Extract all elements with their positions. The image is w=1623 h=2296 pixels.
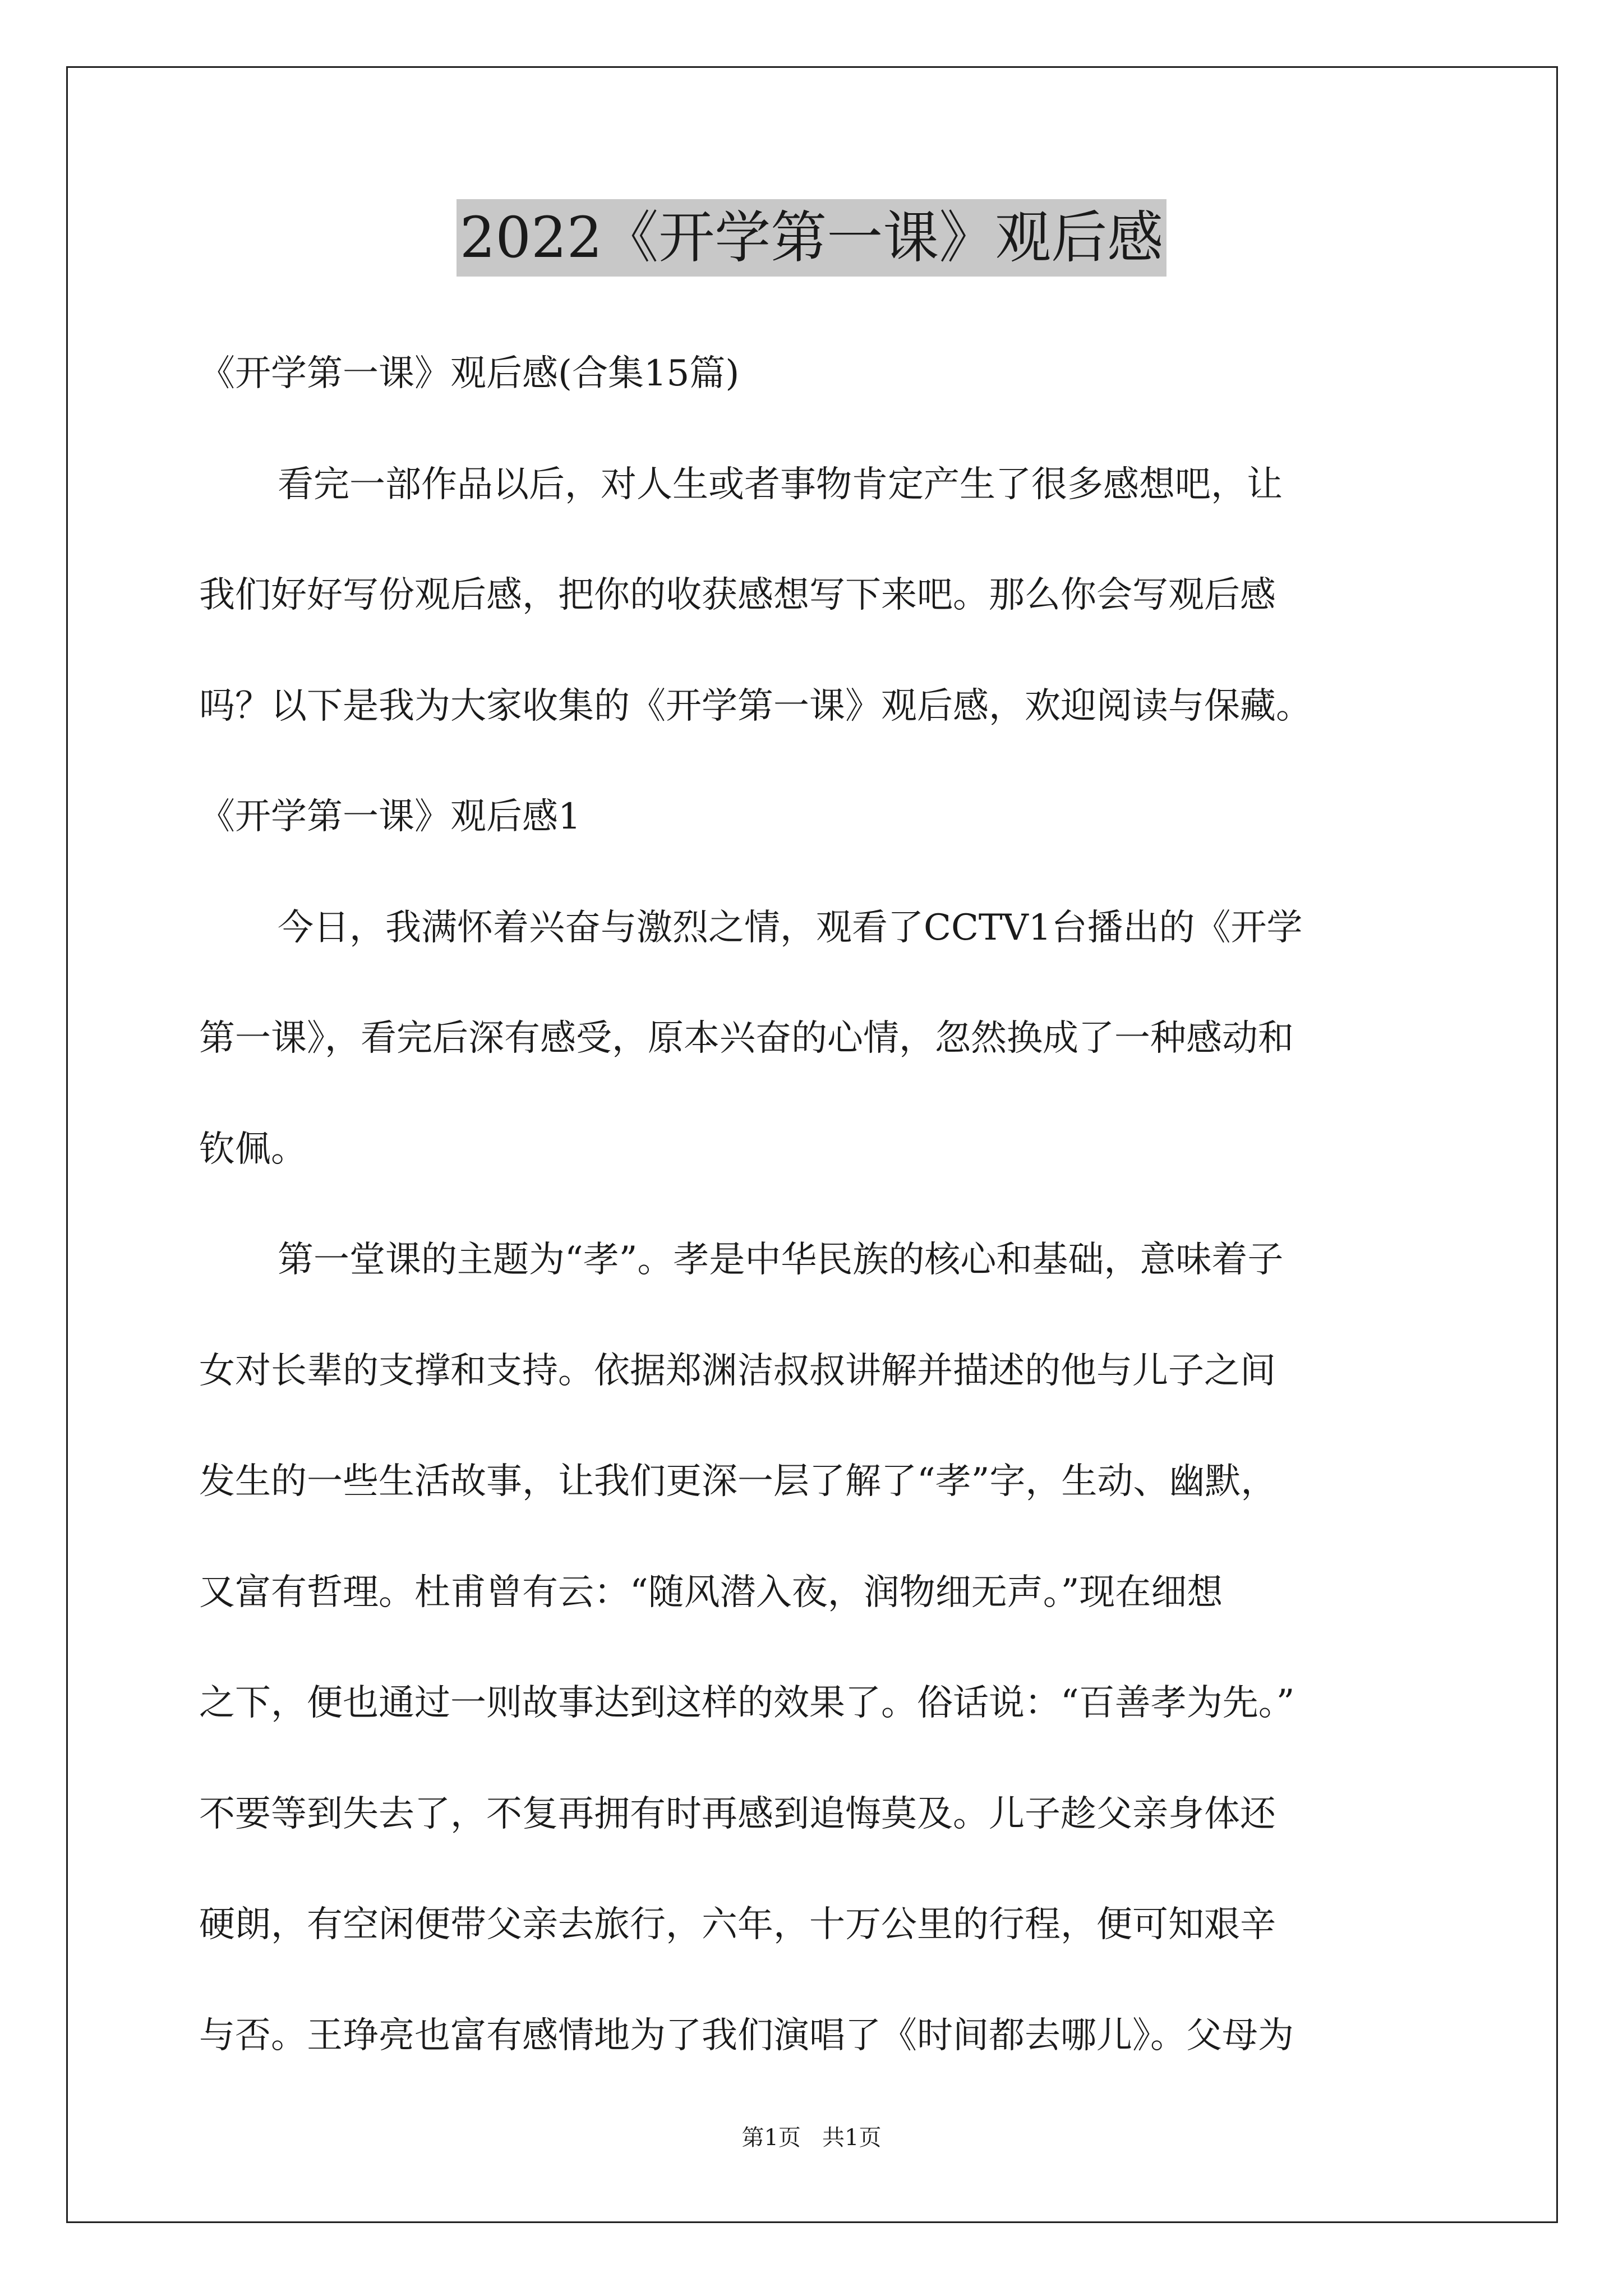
paragraph-line: 不要等到失去了，不复再拥有时再感到追悔莫及。儿子趁父亲身体还 (199, 1793, 1276, 1835)
section-heading: 《开学第一课》观后感1 (199, 796, 581, 838)
paragraph-line: 与否。王琤亮也富有感情地为了我们演唱了《时间都去哪儿》。父母为 (199, 2015, 1294, 2056)
paragraph-line: 发生的一些生活故事，让我们更深一层了解了“孝”字，生动、幽默， (199, 1461, 1277, 1502)
paragraph-line: 钦佩。 (199, 1129, 307, 1170)
paragraph-line: 之下，便也通过一则故事达到这样的效果了。俗话说：“百善孝为先。” (199, 1682, 1295, 1724)
subtitle-line: 《开学第一课》观后感(合集15篇) (199, 353, 740, 394)
paragraph-line: 女对长辈的支撑和支持。依据郑渊洁叔叔讲解并描述的他与儿子之间 (199, 1350, 1276, 1392)
paragraph-line: 硬朗，有空闲便带父亲去旅行，六年，十万公里的行程，便可知艰辛 (199, 1904, 1276, 1945)
title-container (0, 199, 1623, 277)
paragraph-line: 吗？以下是我为大家收集的《开学第一课》观后感，欢迎阅读与保藏。 (199, 685, 1312, 727)
paragraph-line: 又富有哲理。杜甫曾有云：“随风潜入夜，润物细无声。”现在细想 (199, 1572, 1223, 1613)
paragraph-line: 我们好好写份观后感，把你的收获感想写下来吧。那么你会写观后感 (199, 574, 1276, 616)
paragraph-line: 看完一部作品以后，对人生或者事物肯定产生了很多感想吧，让 (278, 464, 1283, 505)
document-title: 2022《开学第一课》观后感 (457, 199, 1167, 277)
page-footer: 第1页 共1页 (741, 2125, 882, 2151)
paragraph-line: 今日，我满怀着兴奋与激烈之情，观看了CCTV1台播出的《开学 (278, 907, 1303, 949)
paragraph-line: 第一堂课的主题为“孝”。孝是中华民族的核心和基础，意味着子 (278, 1239, 1284, 1281)
paragraph-line: 第一课》，看完后深有感受，原本兴奋的心情，忽然换成了一种感动和 (199, 1018, 1294, 1059)
